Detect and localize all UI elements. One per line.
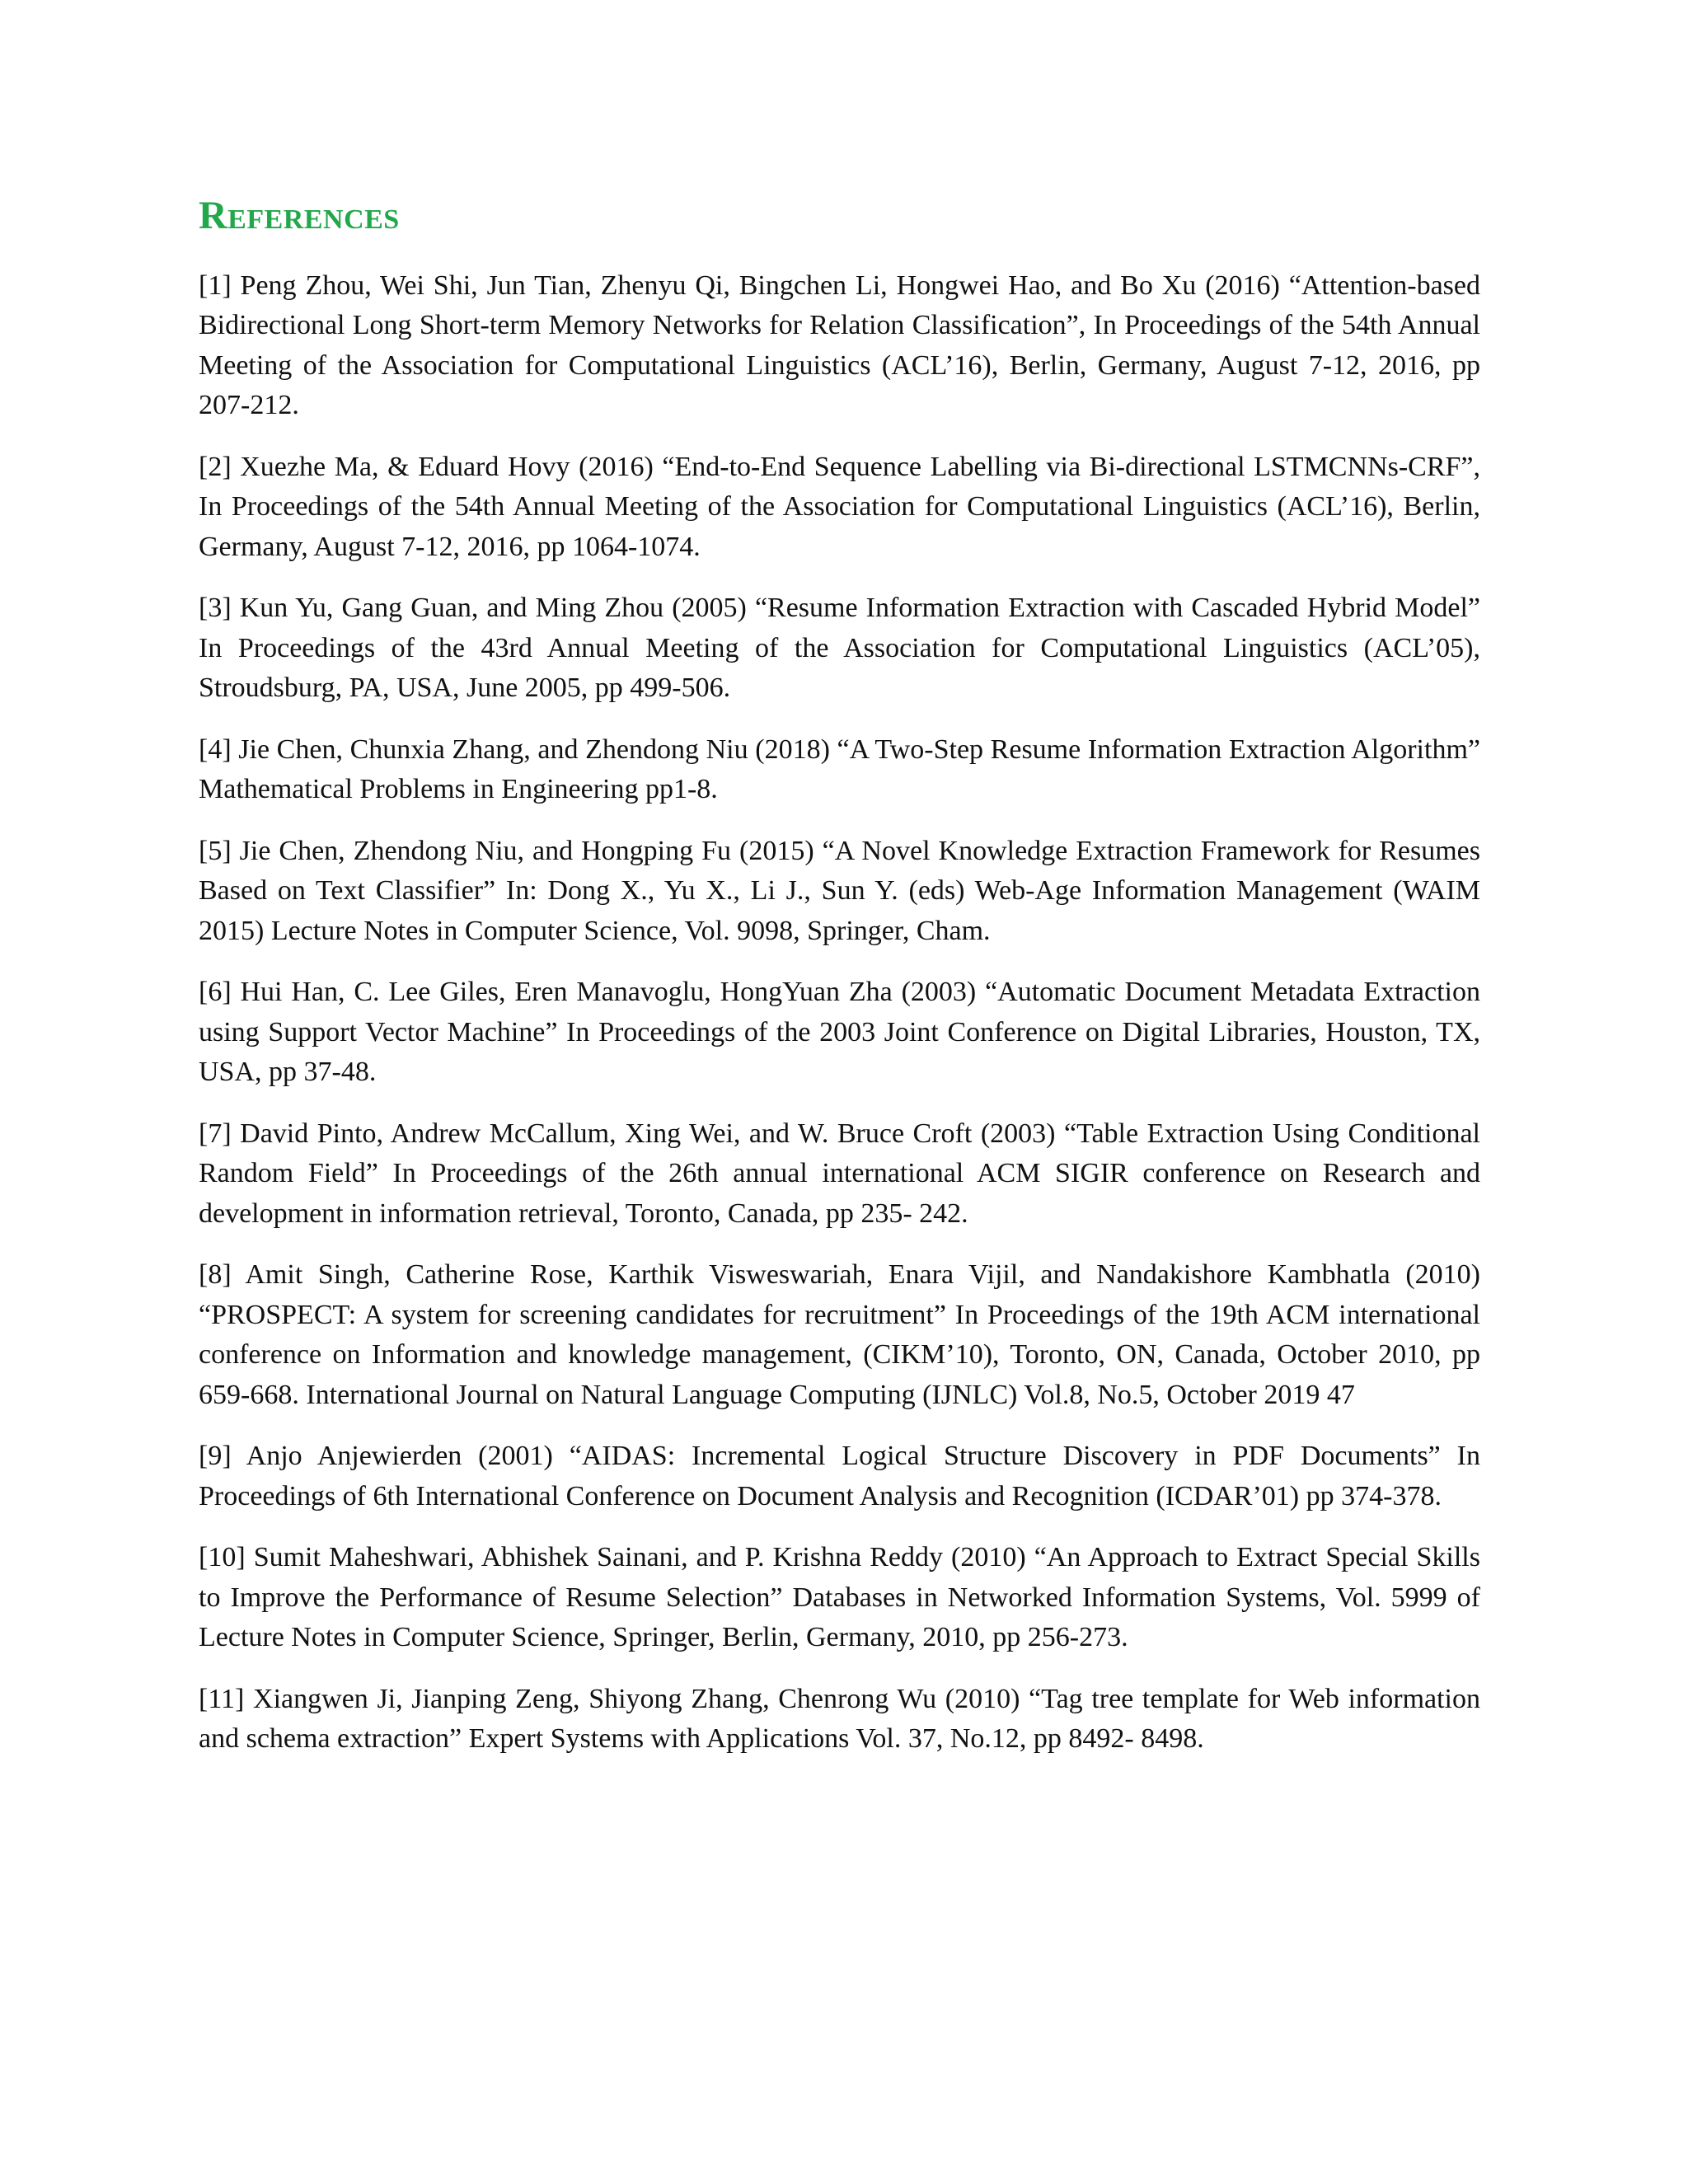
reference-item: [4] Jie Chen, Chunxia Zhang, and Zhendong Niu (2018) “A Two-Step Resume Information Extraction Algorithm” Mathematical Problems in Engineering pp1-8. <box>199 733 1480 805</box>
reference-item: [1] Peng Zhou, Wei Shi, Jun Tian, Zhenyu Qi, Bingchen Li, Hongwei Hao, and Bo Xu (2016) “Attention-based Bidirectional Long Short-term Memory Networks for Relation Classification”, In Proceedings of the 54th Annual Meeting of the Association for Computational Linguistics (ACL’16), Berlin, Germany, August 7-12, 2016, pp 207-212. <box>199 269 1480 421</box>
references-section <box>199 194 1480 1781</box>
references-heading: References <box>199 194 400 237</box>
reference-item: [2] Xuezhe Ma, & Eduard Hovy (2016) “End-to-End Sequence Labelling via Bi-directional LSTMCNNs-CRF”, In Proceedings of the 54th Annual Meeting of the Association for Computational Linguistics (ACL’16), Berlin, Germany, August 7-12, 2016, pp 1064-1074. <box>199 451 1480 562</box>
reference-item: [10] Sumit Maheshwari, Abhishek Sainani, and P. Krishna Reddy (2010) “An Approach to Extract Special Skills to Improve the Performance of Resume Selection” Databases in Networked Information Systems, Vol. 5999 of Lecture Notes in Computer Science, Springer, Berlin, Germany, 2010, pp 256-273. <box>199 1542 1480 1653</box>
reference-item: [6] Hui Han, C. Lee Giles, Eren Manavoglu, HongYuan Zha (2003) “Automatic Document Metadata Extraction using Support Vector Machine” In Proceedings of the 2003 Joint Conference on Digital Libraries, Houston, TX, USA, pp 37-48. <box>199 977 1480 1088</box>
reference-item: [5] Jie Chen, Zhendong Niu, and Hongping Fu (2015) “A Novel Knowledge Extraction Framework for Resumes Based on Text Classifier” In: Dong X., Yu X., Li J., Sun Y. (eds) Web-Age Information Management (WAIM 2015) Lecture Notes in Computer Science, Vol. 9098, Springer, Cham. <box>199 835 1480 946</box>
reference-item: [3] Kun Yu, Gang Guan, and Ming Zhou (2005) “Resume Information Extraction with Cascaded Hybrid Model” In Proceedings of the 43rd Annual Meeting of the Association for Computational Linguistics (ACL’05), Stroudsburg, PA, USA, June 2005, pp 499-506. <box>199 593 1480 704</box>
reference-list <box>199 266 1480 1760</box>
reference-item: [8] Amit Singh, Catherine Rose, Karthik Visweswariah, Enara Vijil, and Nandakishore Kambhatla (2010) “PROSPECT: A system for screening candidates for recruitment” In Proceedings of the 19th ACM international conference on Information and knowledge management, (CIKM’10), Toronto, ON, Canada, October 2010, pp 659-668. International Journal on Natural Language Computing (IJNLC) Vol.8, No.5, October 2019 47 <box>199 1259 1480 1410</box>
reference-item: [7] David Pinto, Andrew McCallum, Xing Wei, and W. Bruce Croft (2003) “Table Extraction Using Conditional Random Field” In Proceedings of the 26th annual international ACM SIGIR conference on Research and development in information retrieval, Toronto, Canada, pp 235- 242. <box>199 1118 1480 1229</box>
reference-item: [9] Anjo Anjewierden (2001) “AIDAS: Incremental Logical Structure Discovery in PDF Documents” In Proceedings of 6th International Conference on Document Analysis and Recognition (ICDAR’01) pp 374-378. <box>199 1441 1480 1511</box>
reference-item: [11] Xiangwen Ji, Jianping Zeng, Shiyong Zhang, Chenrong Wu (2010) “Tag tree template for Web information and schema extraction” Expert Systems with Applications Vol. 37, No.12, pp 8492- 8498. <box>199 1683 1480 1755</box>
